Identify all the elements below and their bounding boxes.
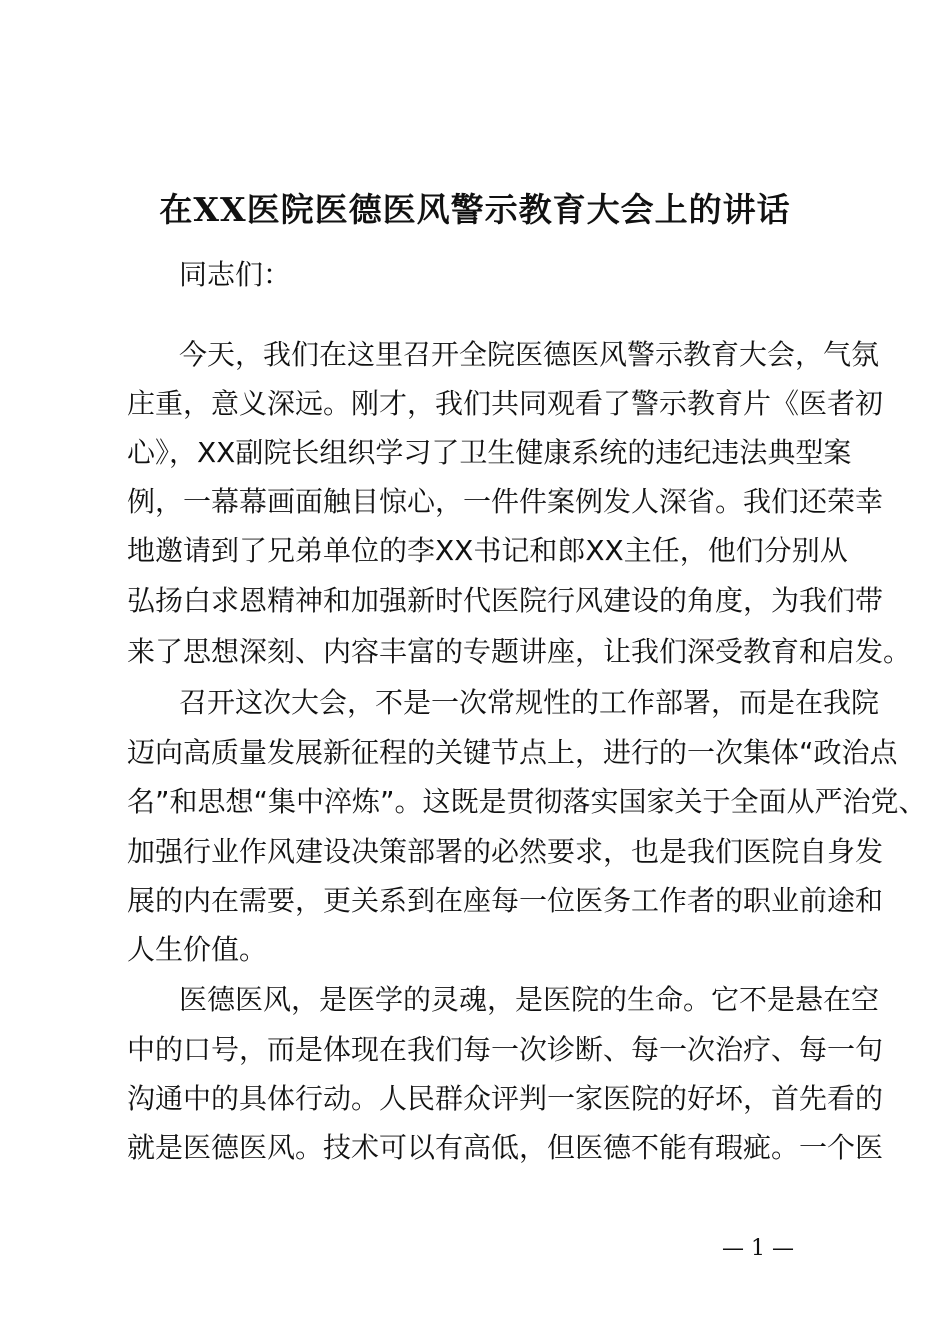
text-line: 心》，XX副院长组织学习了卫生健康系统的违纪违法典型案: [127, 436, 852, 469]
text-line: 名”和思想“集中淬炼”。这既是贯彻落实国家关于全面从严治党、: [127, 785, 927, 818]
text-line: 就是医德医风。技术可以有高低，但医德不能有瑕疵。一个医: [127, 1131, 884, 1164]
text-line: 中的口号，而是体现在我们每一次诊断、每一次治疗、每一句: [127, 1033, 884, 1066]
text-line: 召开这次大会，不是一次常规性的工作部署，而是在我院: [179, 686, 880, 719]
text-line: 来了思想深刻、内容丰富的专题讲座，让我们深受教育和启发。: [127, 635, 912, 668]
text-line: 迈向高质量发展新征程的关键节点上，进行的一次集体“政治点: [127, 736, 898, 769]
page-number: — 1 —: [722, 1236, 794, 1261]
text-line: 展的内在需要，更关系到在座每一位医务工作者的职业前途和: [127, 884, 884, 917]
text-line: 庄重，意义深远。刚才，我们共同观看了警示教育片《医者初: [127, 387, 884, 420]
text-line: 今天，我们在这里召开全院医德医风警示教育大会，气氛: [179, 338, 880, 371]
text-line: 地邀请到了兄弟单位的李XX书记和郎XX主任，他们分别从: [127, 534, 848, 567]
text-line: 例，一幕幕画面触目惊心，一件件案例发人深省。我们还荣幸: [127, 485, 884, 518]
text-line: 医德医风，是医学的灵魂，是医院的生命。它不是悬在空: [179, 983, 880, 1016]
document-title: 在XX医院医德医风警示教育大会上的讲话: [159, 190, 791, 229]
text-line: 人生价值。: [127, 933, 268, 966]
salutation: 同志们：: [179, 258, 292, 291]
text-line: 弘扬白求恩精神和加强新时代医院行风建设的角度，为我们带: [127, 584, 884, 617]
text-line: 沟通中的具体行动。人民群众评判一家医院的好坏，首先看的: [127, 1082, 884, 1115]
text-line: 加强行业作风建设决策部署的必然要求，也是我们医院自身发: [127, 835, 884, 868]
